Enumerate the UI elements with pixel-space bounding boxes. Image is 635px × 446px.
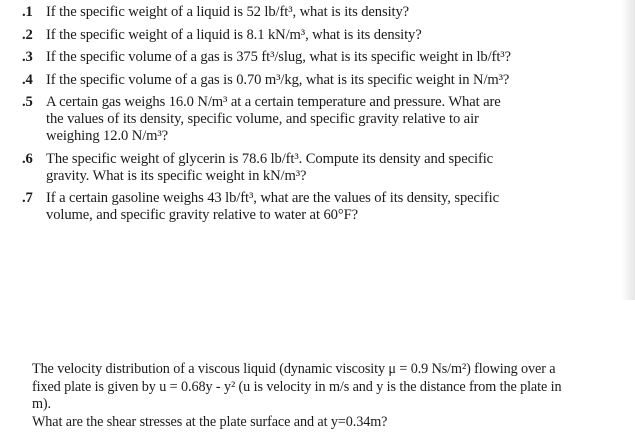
problem-text: If a certain gasoline weighs 43 lb/ft³, what are the values of its density, specific volume, and specific gravity relative to water at 60°F?	[46, 190, 499, 223]
problem-number: .1	[22, 4, 33, 20]
problem-text: A certain gas weighs 16.0 N/m³ at a certain temperature and pressure. What are the values of its density, specific volume, and specific gravity relative to air weighing 12.0 N/m³?	[46, 94, 501, 144]
problem-number: .6	[22, 150, 33, 167]
problem-item	[22, 190, 628, 224]
problem-item	[22, 94, 628, 145]
problem-number: .5	[22, 94, 33, 110]
problem-number: .3	[22, 49, 33, 65]
problem-list	[22, 4, 628, 230]
viscosity-question	[32, 361, 622, 431]
question-line: fixed plate is given by u = 0.68y - y² (u is velocity in m/s and y is the distance from the plate in	[32, 378, 562, 395]
question-line: The velocity distribution of a viscous liquid (dynamic viscosity μ = 0.9 Ns/m²) flowing over a	[32, 361, 556, 377]
question-line: What are the shear stresses at the plate surface and at y=0.34m?	[32, 413, 388, 430]
problem-item	[22, 27, 628, 44]
problem-number: .2	[22, 26, 33, 43]
problem-text: If the specific volume of a gas is 375 ft³/slug, what is its specific weight in lb/ft³?	[46, 49, 511, 65]
problem-text: If the specific volume of a gas is 0.70 m³/kg, what is its specific weight in N/m³?	[46, 71, 510, 88]
problem-text: If the specific weight of a liquid is 8.1 kN/m³, what is its density?	[46, 26, 422, 43]
problem-item	[22, 4, 628, 21]
problem-item	[22, 49, 628, 66]
question-line: m).	[32, 396, 52, 412]
problem-item	[22, 151, 628, 185]
problem-text: If the specific weight of a liquid is 52 lb/ft³, what is its density?	[46, 4, 410, 20]
problem-text: The specific weight of glycerin is 78.6 lb/ft³. Compute its density and specific gravity. What is its specific weight in kN/m³?	[46, 150, 494, 184]
problem-number: .4	[22, 71, 33, 88]
problem-number: .7	[22, 190, 33, 206]
problem-item	[22, 72, 628, 89]
